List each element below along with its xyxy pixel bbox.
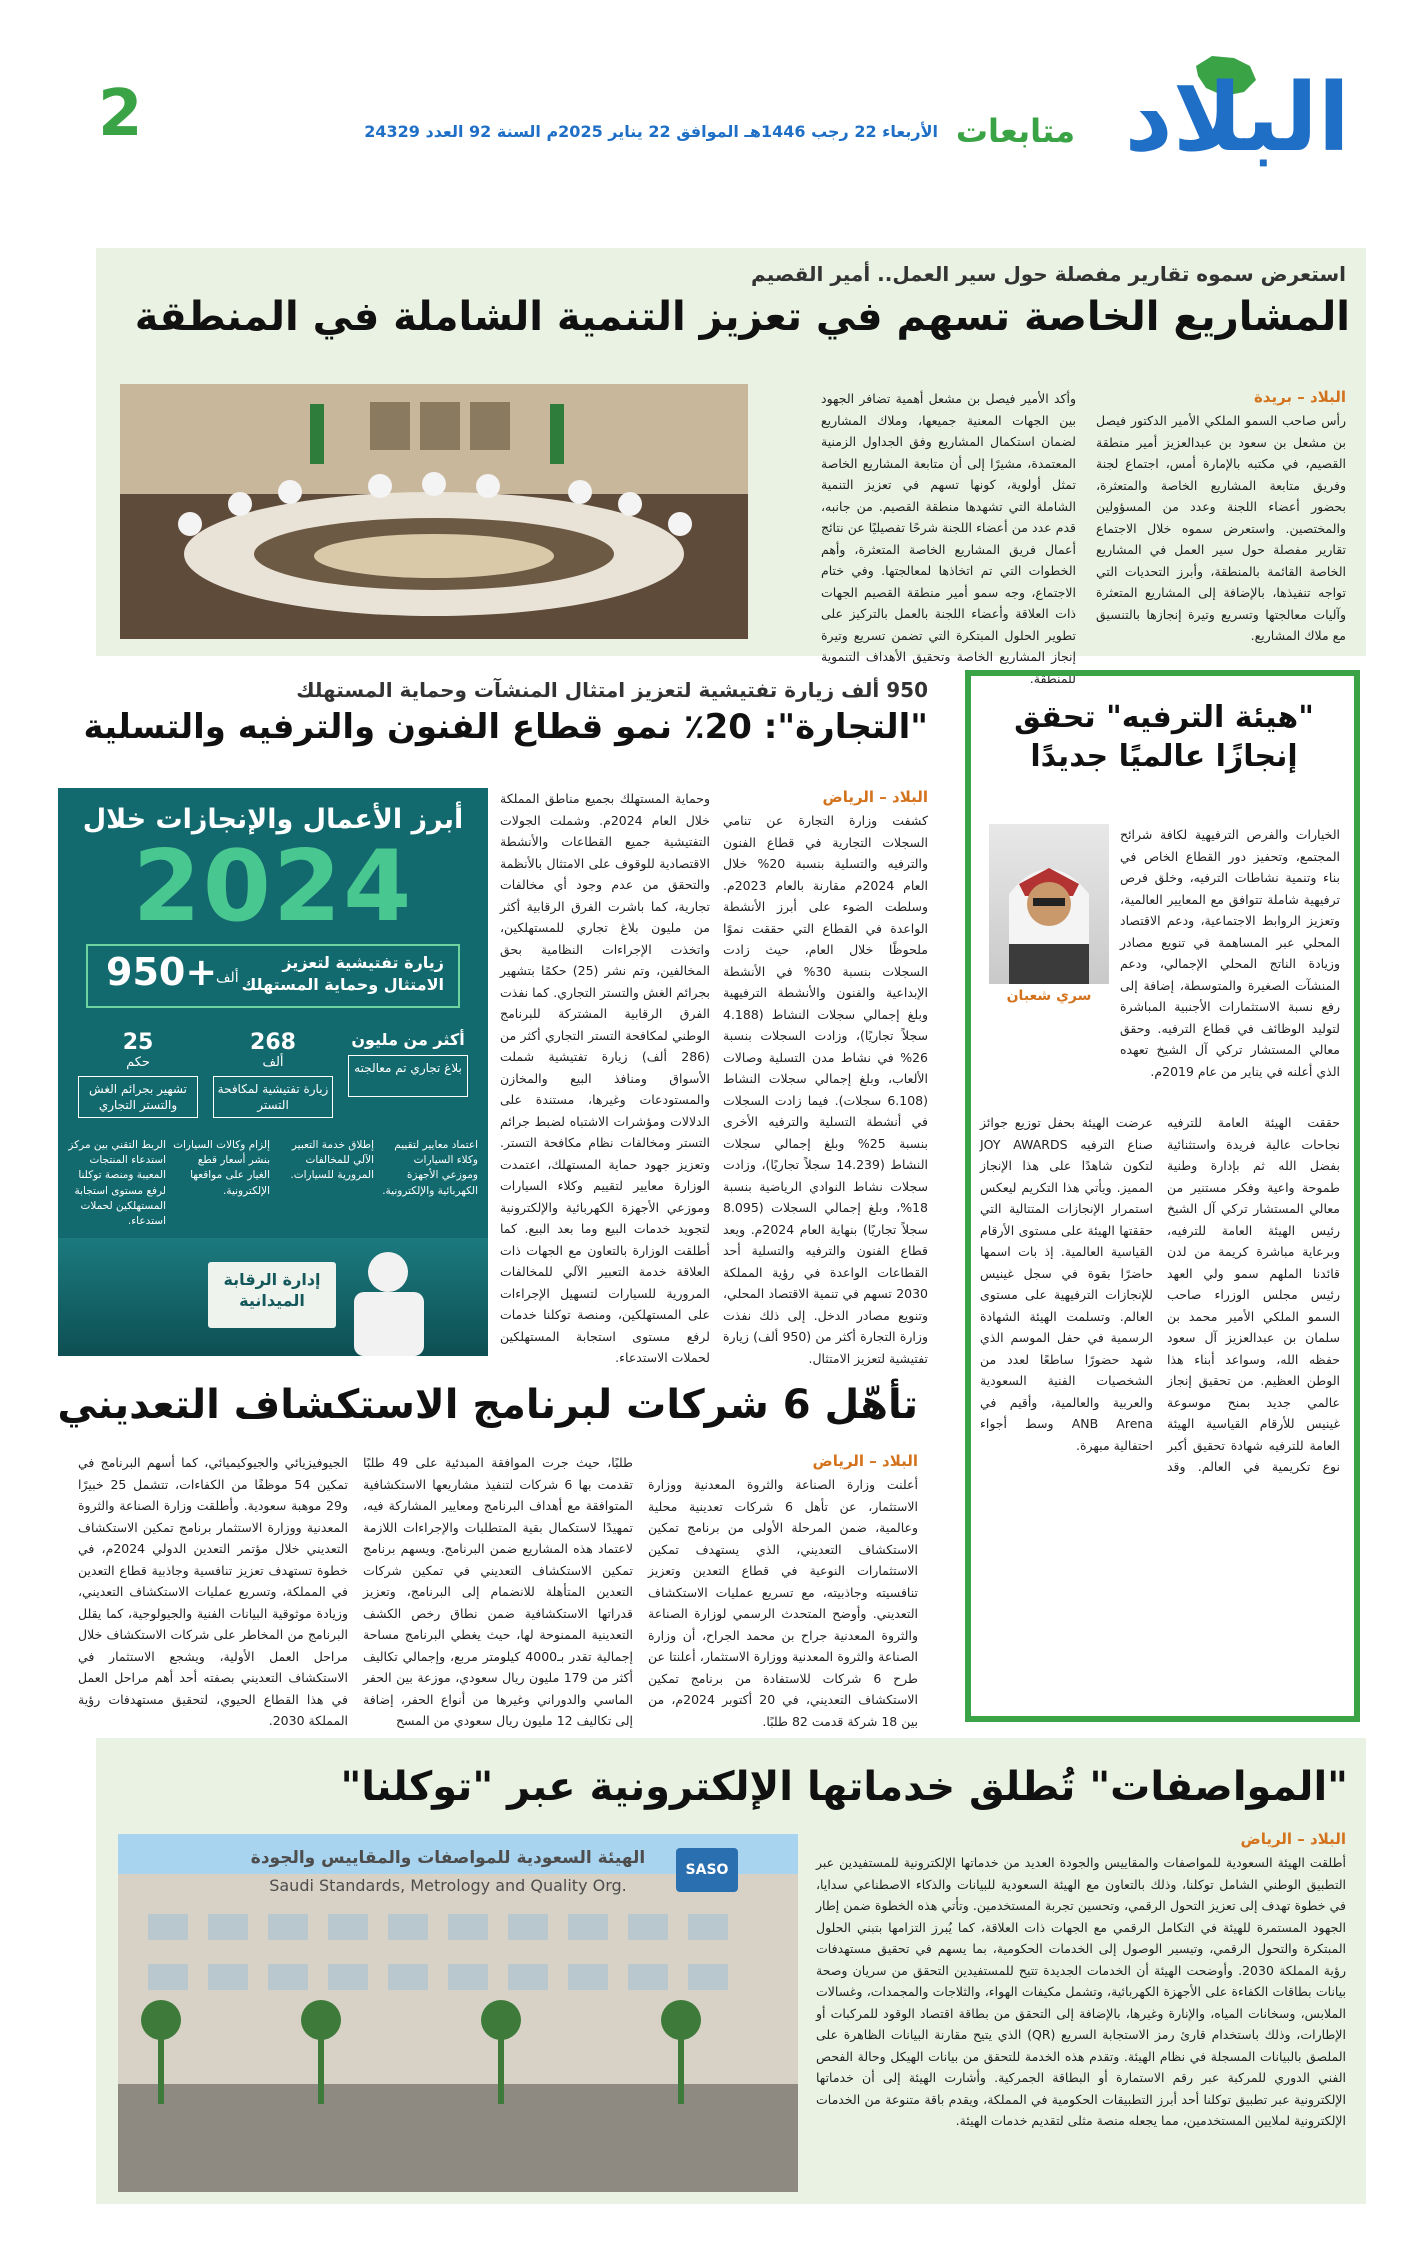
story-headline[interactable]: "المواصفات" تُطلق خدماتها الإلكترونية عبر "توكلنا" [340, 1764, 1348, 1810]
story-body: أعلنت وزارة الصناعة والثروة المعدنية ووزارة الاستثمار، عن تأهل 6 شركات تعدينية محلية وعالمية، ضمن المرحلة الأولى من برنامج تمكين الاستكشاف التعديني، الذي يستهدف تمكين الاستثمارات النوعية في قطاع التعدين وتعزيز تنافسيته وجاذبيته، مع تسريع عمليات الاستكشاف التعديني. وأوضح المتحدث الرسمي لوزارة الصناعة والثروة المعدنية جراح بن محمد الجراح، أن وزارة الصناعة والثروة المعدنية ووزارة الاستثمار، أعلنتا عن طرح 6 شركات للاستفادة من برنامج تمكين الاستكشاف التعديني، في 20 أكتوبر 2024م، من بين 18 شركة قدمت 82 طلبًا. [648, 1477, 919, 1729]
story-gea-record [965, 670, 1360, 1722]
stat-label: زيارة تفتيشية لمكافحة التستر [213, 1076, 333, 1118]
highlight-unit: ألف [216, 970, 239, 986]
stat-unit: حكم [126, 1055, 150, 1070]
infographic-note: الربط التقني بين مركز استدعاء المنتجات المعيبة ومنصة توكلنا لرفع مستوى استجابة المستهلكين لحملات استدعاء. [68, 1139, 166, 1228]
story-headline[interactable]: المشاريع الخاصة تسهم في تعزيز التنمية الشاملة في المنطقة [134, 294, 1350, 340]
story-headline[interactable]: "التجارة": 20٪ نمو قطاع الفنون والترفيه والتسلية [83, 707, 928, 747]
story-body: وحماية المستهلك بجميع مناطق المملكة خلال العام 2024م. وشملت الجولات التفتيشية جميع القطاعات والأنشطة الاقتصادية للوقوف على الامتثال بالأنظمة والتحقق من عدم وجود أي مخالفات تجارية، كما باشرت الفرق الرقابية أكثر من مليون بلاغ تجاري للمستهلكين، واتخذت الإجراءات النظامية بحق المخالفين، وتم نشر (25) حكمًا بتشهير بجرائم الغش والتستر التجاري. كما نفذت الفرق الرقابية المشتركة للبرنامج الوطني لمكافحة التستر التجاري أكثر من (286 ألف) زيارة تفتيشية شملت الأسواق ومنافذ البيع والمخازن والمستودعات وغيرها، مستندة على الدلالات ومؤشرات الاشتباه لضبط جرائم التستر ومخالفات نظام مكافحة التستر. وتعزيز جهود حماية المستهلك، اعتمدت الوزارة معايير لتقييم وكلاء السيارات وموزعي الأجهزة الكهربائية والإلكترونية لتجويد خدمات البيع وما بعد البيع. كما أطلقت الوزارة بالتعاون مع الجهات ذات العلاقة خدمة التعبير الآلي للمخالفات المرورية للسيارات لتسهيل الإجراءات على المستهلكين، ومنصة توكلنا خدمات لرفع مستوى استجابة المستهلكين لحملات الاستدعاء. [500, 791, 711, 1365]
story-byline: البلاد – الرياض [812, 1452, 918, 1470]
story-column [980, 1112, 1340, 1712]
logo-wordmark: البلاد [1124, 64, 1350, 173]
highlight-number: +950 [106, 950, 218, 994]
stat-number: 25 [122, 1030, 154, 1055]
stat-unit: ألف [262, 1055, 284, 1070]
story-body: كشفت وزارة التجارة عن تنامي السجلات التجارية في قطاع الفنون والترفيه والتسلية بنسبة 20% خلال العام 2024م مقارنة بالعام 2023م. وسلطت الضوء على أبرز الأنشطة الواعدة في القطاع التي حققت نموًا ملحوظًا خلال العام، حيث زادت السجلات بنسبة 30% في الأنشطة الإبداعية والفنون والأنشطة الترفيهية وبلغ إجمالي سجلات النشاط (4.188 سجلاً تجاريًا)، وزادت السجلات بنسبة 26% في نشاط مدن التسلية وصالات الألعاب، وبلغ إجمالي سجلات النشاط (6.108 سجلات). فيما زادت السجلات في أنشطة التسلية والترفيه الأخرى بنسبة 25% وبلغ إجمالي سجلات النشاط (14.239 سجلاً تجاريًا)، وزادت سجلات نشاط النوادي الرياضية بنسبة 18%، وبلغ إجمالي السجلات (8.095 سجلاً تجاريًا) بنهاية العام 2024م. ويعد قطاع الفنون والترفيه والتسلية أحد القطاعات الواعدة في رؤية المملكة 2030 تسهم في تنمية الاقتصاد المحلي، وتنويع مصادر الدخل. إلى ذلك نفذت وزارة التجارة أكثر من (950 ألف) زيارة تفتيشية لتعزيز الامتثال. [723, 813, 928, 1366]
person-photo [989, 824, 1109, 984]
story-column [723, 788, 928, 1366]
story-byline: البلاد – الرياض [822, 788, 928, 806]
story-mining-exploration [57, 1360, 938, 1729]
story-byline: البلاد – الرياض [1240, 1830, 1346, 1848]
inspection-sign: إدارة الرقابة الميدانية [208, 1262, 336, 1328]
story-column [363, 1452, 633, 1728]
author-portrait [989, 824, 1109, 984]
story-body: الجيوفيزيائي والجيوكيميائي، كما أسهم البرنامج في تمكين 54 موظفًا من الكفاءات، تتشمل 25 خبيرًا و29 موهبة سعودية. وأطلقت وزارة الصناعة والثروة المعدنية ووزارة الاستثمار برنامج تمكين الاستكشاف التعديني خلال مؤتمر التعدين الدولي 2024م، في خطوة تستهدف تعزيز تنافسية وجاذبية قطاع التعدين في المملكة، وتسريع عمليات الاستكشاف التعديني، وزيادة موثوقية البيانات الفنية والجيولوجية، كما يقلل البرنامج من المخاطر على شركات الاستكشاف خلال مراحل العمل الأولية، ويشجع الاستثمار في الاستكشاف التعديني بصفته أحد أهم مراحل العمل في هذا القطاع الحيوي، لتحقيق مستهدفات رؤية المملكة 2030. [78, 1455, 348, 1728]
story-body: حققت الهيئة العامة للترفيه نجاحات عالية فريدة واستثنائية بفضل الله ثم بإدارة وطنية طموحة واعية وفكر مستنير من معالي المستشار تركي آل الشيخ رئيس الهيئة العامة للترفيه، وبرعاية مباشرة كريمة من لدن قائدنا الملهم سمو ولي العهد رئيس مجلس الوزراء صاحب السمو الملكي الأمير محمد بن سلمان بن عبدالعزيز آل سعود حفظه الله، وسواعد أبناء هذا الوطن العظيم. من تحقيق إنجاز عالمي جديد بمنح موسوعة غينيس للأرقام القياسية الهيئة العامة للترفيه شهادة تحقيق أكبر نوع تكريمية في العالم. وقد عرضت الهيئة بحفل توزيع جوائز صناع الترفيه JOY AWARDS لتكون شاهدًا على هذا الإنجاز المميز. ويأتي هذا التكريم ليعكس استمرار الإنجازات المتتالية التي حققتها الهيئة على مستوى الأرقام القياسية العالمية. إذ بات اسمها حاضرًا بقوة في سجل غينيس للإنجازات الترفيهية على مستوى العالم. وتسلمت الهيئة الشهادة الرسمية في حفل الموسم الذي شهد حضورًا ساطعًا لعدد من الشخصيات الفنية السعودية والعربية والعالمية، وأقيم في ANB Arena وسط أجواء احتفالية مبهرة. [980, 1115, 1340, 1474]
story-commerce-entertainment [58, 670, 938, 1366]
author-name: سري شعبان [1006, 988, 1092, 1004]
saso-logo: SASO [676, 1848, 738, 1892]
page-number: 2 [98, 77, 143, 151]
story-headline[interactable]: "هيئة الترفيه" تحقق إنجازًا عالميًا جديدًا [1014, 700, 1314, 774]
infographic-stat [348, 1030, 468, 1097]
building-sign-english: Saudi Standards, Metrology and Quality Org. [269, 1876, 627, 1895]
meeting-room-image [120, 384, 748, 639]
infographic-stat [78, 1030, 198, 1118]
building-sign-arabic: الهيئة السعودية للمواصفات والمقاييس والجودة [250, 1848, 646, 1868]
story-column [821, 388, 1076, 686]
story-column [648, 1452, 919, 1729]
section-label: متابعات [955, 112, 1075, 150]
inspection-photo [58, 1238, 488, 1356]
story-column [500, 788, 711, 1365]
achievements-infographic[interactable] [58, 788, 488, 1356]
infographic-note: اعتماد معايير لتقييم وكلاء السيارات وموزعي الأجهزة الكهربائية والإلكترونية. [382, 1139, 478, 1197]
dateline: الأربعاء 22 رجب 1446هـ الموافق 22 يناير 2025م السنة 92 العدد 24329 [364, 122, 938, 141]
highlight-text: زيارة تفتيشية لتعزيز الامتثال وحماية المستهلك [241, 953, 444, 995]
stat-number: أكثر من مليون [351, 1030, 465, 1049]
story-body: رأس صاحب السمو الملكي الأمير الدكتور فيصل بن مشعل بن سعود بن عبدالعزيز أمير منطقة القصيم، في مكتبه بالإمارة أمس، اجتماع لجنة وفريق متابعة المشاريع الخاصة والمتعثرة، بحضور أعضاء اللجنة وعدد من المسؤولين والمختصين. واستعرض سموه خلال الاجتماع تقارير مفصلة حول سير العمل في المشاريع الخاصة القائمة بالمنطقة، وأبرز التحديات التي تواجه تنفيذها، بالإضافة إلى المشاريع المتعثرة وآليات معالجتها وتسريع وتيرة إنجازها بالتنسيق مع ملاك المشاريع. [1096, 413, 1346, 643]
meeting-photo[interactable] [120, 384, 748, 639]
story-saso-tawakkalna [96, 1738, 1366, 2204]
stat-label: تشهير بجرائم الغش والتستر التجاري [78, 1076, 198, 1118]
infographic-title: أبرز الأعمال والإنجازات خلال [82, 804, 464, 835]
newspaper-logo[interactable] [1120, 52, 1350, 192]
story-body: الخيارات والفرص الترفيهية لكافة شرائح المجتمع، وتحفيز دور القطاع الخاص في بناء وتنمية نشاطات الترفيه، وخلق فرص ترفيهية شاملة تتوافق مع المعايير العالمية، وتعزيز الروابط الاجتماعية، ودعم الاقتصاد المحلي عبر المساهمة في تنويع مصادر وزيادة الناتج المحلي الإجمالي، ودعم المنشآت الصغيرة والمتوسطة، إضافة إلى رفع نسبة الاستثمارات الأجنبية المباشرة لتوليد الوظائف في قطاع الترفيه. وحقق معالي المستشار تركي آل الشيخ تعهده الذي أعلنه في يناير من عام 2019م. [1120, 827, 1340, 1079]
stat-label: بلاغ تجاري تم معالجته [348, 1055, 468, 1097]
story-body: طلبًا، حيث جرت الموافقة المبدئية على 49 طلبًا تقدمت بها 6 شركات لتنفيذ مشاريعها الاستكشافية المتوافقة مع أهداف البرنامج ومعايير المشاركة فيه، تمهيدًا لاستكمال بقية المتطلبات والإجراءات اللازمة لاعتماد هذه المشاريع ضمن البرنامج. ويسهم برنامج تمكين الاستكشاف التعديني في تمكين شركات التعدين المتأهلة للانضمام إلى البرنامج، وتعزيز قدراتها الاستكشافية ضمن نطاق رخص الكشف التعدينية الممنوحة لها، حيث يغطي البرنامج مساحة إجمالية تقدر بـ4000 كيلومتر مربع، وإجمالي تكاليف أكثر من 179 مليون ريال سعودي، موزعة بين الحفر الماسي والدوراني وغيرها من أنواع الحفر، إضافة إلى تكاليف 12 مليون ريال سعودي من المسح [363, 1455, 633, 1728]
story-body: أطلقت الهيئة السعودية للمواصفات والمقاييس والجودة العديد من خدماتها الإلكترونية للمستفيدين عبر التطبيق الوطني الشامل توكلنا، وذلك بالتعاون مع الهيئة السعودية للبيانات والذكاء الاصطناعي سدايا، في خطوة تهدف إلى تعزيز التحول الرقمي، وتحسين تجربة المستخدمين. وتأتي هذه الخطوة ضمن إطار الجهود المستمرة للهيئة في التكامل الرقمي مع الجهات ذات العلاقة، كما يُبرز التزامها بتبني الحلول المبتكرة والتحول الرقمي، وتيسير الوصول إلى الخدمات الحكومية، بما يسهم في تحقيق مستهدفات رؤية المملكة 2030. وأوضحت الهيئة أن الخدمات الجديدة تتيح للمستفيدين التحقق من سريان وصحة بيانات بطاقات الكفاءة على الأجهزة الكهربائية، وتشمل مكيفات الهواء، والثلاجات والمجمدات، وغسالات الملابس، وسخانات المياه، والإنارة وغيرها، بالإضافة إلى التحقق من بطاقة اقتصاد الوقود للمركبات أو الإطارات، وذلك باستخدام قارئ رمز الاستجابة السريع (QR) الذي يتيح مقارنة البيانات الظاهرة على الملصق بالبيانات المسجلة في نظام الهيئة. وتقدم هذه الخدمة للتحقق من بيانات الهيكل وحالة الفحص الفني الدوري للمركبة عبر رقم الاستمارة أو البطاقة الجمركية. وأشارت الهيئة إلى أن خدماتها الإلكترونية عبر تطبيق توكلنا أحد أبرز التطبيقات الحكومية في المملكة، ويقدم باقة متنوعة من الخدمات الإلكترونية لملايين المستخدمين، مما يجعله منصة مثلى لتقديم خدمات الهيئة. [816, 1855, 1346, 2128]
story-headline[interactable]: تأهّل 6 شركات لبرنامج الاستكشاف التعديني [57, 1382, 918, 1428]
story-column [1120, 824, 1340, 1106]
story-column [816, 1830, 1346, 2190]
story-kicker: 950 ألف زيارة تفتيشية لتعزيز امتثال المنشآت وحماية المستهلك [296, 678, 928, 702]
story-body: وأكد الأمير فيصل بن مشعل أهمية تضافر الجهود بين الجهات المعنية جميعها، وملاك المشاريع لضمان استكمال المشاريع وفق الجداول الزمنية المعتمدة، مشيرًا إلى أن متابعة المشاريع الخاصة تمثل أولوية، كونها تسهم في تعزيز التنمية الشاملة التي تشهدها منطقة القصيم. من جانبه، قدم عدد من أعضاء اللجنة شرحًا تفصيليًا عن نتائج أعمال فريق المشاريع الخاصة المتعثرة، وأهم الخطوات التي تم اتخاذها لمعالجتها. وفي ختام الاجتماع، وجه سمو أمير منطقة القصيم الجهات ذات العلاقة وأعضاء اللجنة بالعمل بالتركيز على تطوير الحلول المبتكرة التي تضمن تسريع وتيرة إنجاز المشاريع الخاصة وتحقيق الأهداف التنموية للمنطقة. [821, 391, 1076, 686]
story-column [1096, 388, 1346, 648]
infographic-stat [213, 1030, 333, 1118]
infographic-year: 2024 [132, 830, 414, 944]
story-byline: البلاد – بريدة [1253, 388, 1346, 406]
saso-building-photo[interactable] [118, 1834, 798, 2192]
story-kicker: استعرض سموه تقارير مفصلة حول سير العمل.. أمير القصيم [751, 262, 1346, 286]
story-qassim-projects [96, 248, 1366, 686]
infographic-note: إلزام وكالات السيارات بنشر أسعار قطع الغيار على مواقعها الإلكترونية. [173, 1139, 270, 1197]
infographic-note: إطلاق خدمة التعبير الآلي للمخالفات المرورية للسيارات. [290, 1139, 374, 1182]
masthead [0, 0, 1420, 215]
story-column [78, 1452, 348, 1728]
infographic-highlight [86, 944, 460, 1008]
stat-number: 268 [250, 1030, 296, 1055]
infographic-notes [68, 1138, 478, 1234]
